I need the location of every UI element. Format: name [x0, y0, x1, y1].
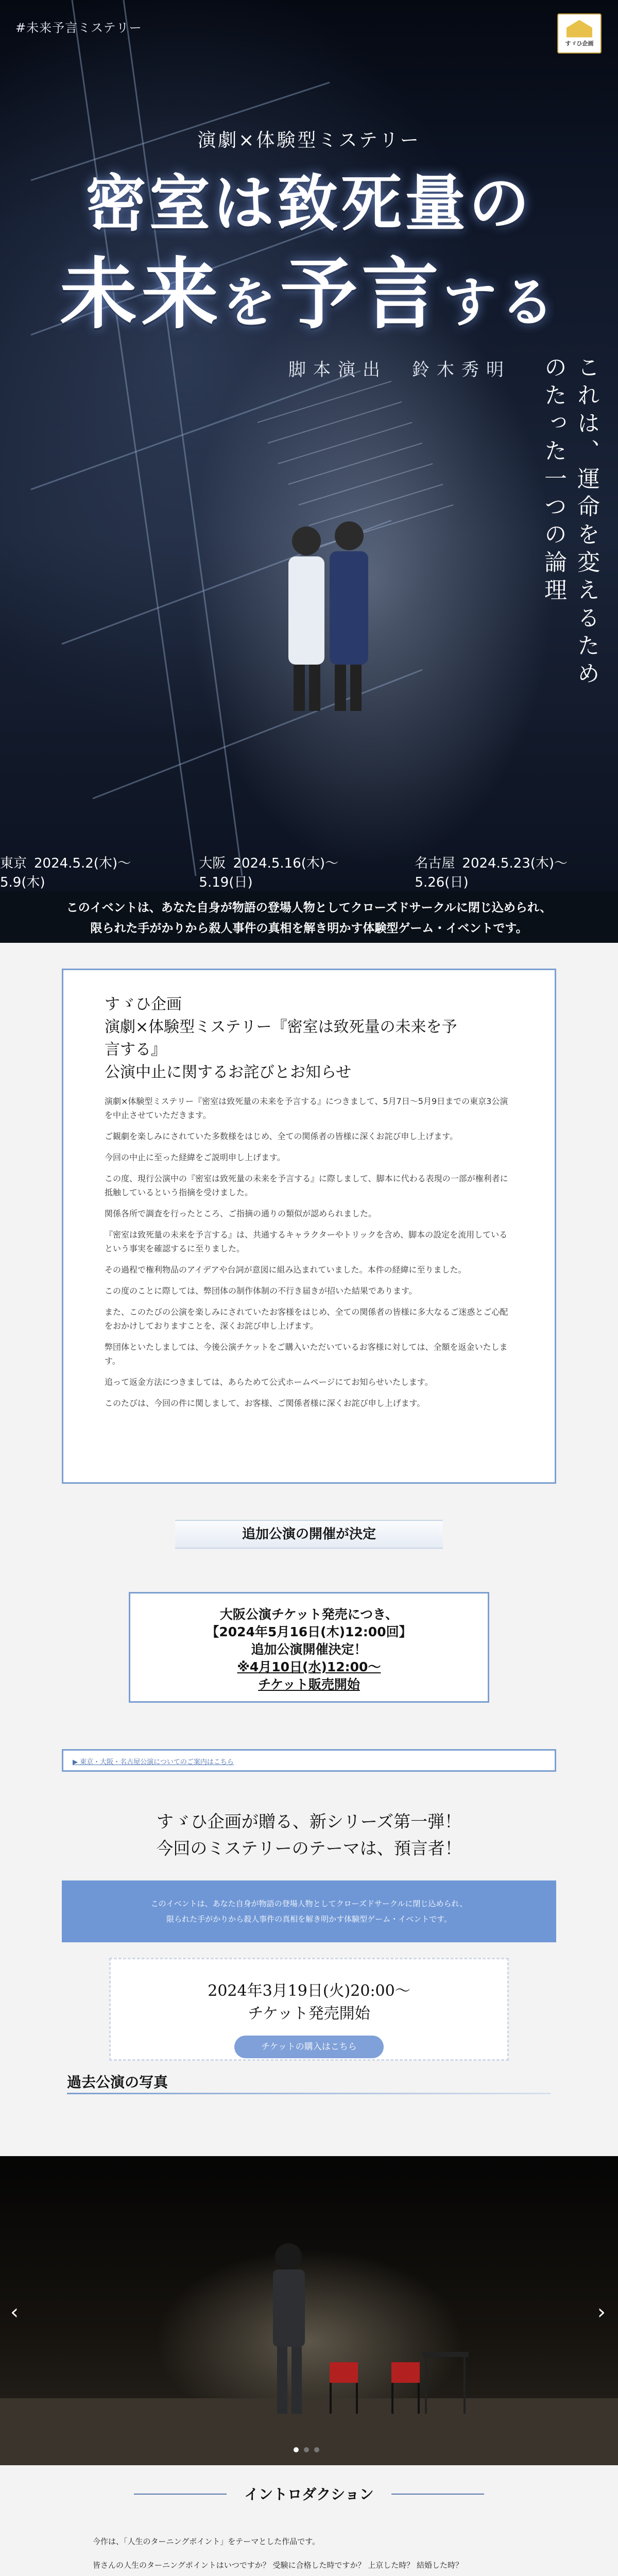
hero-director: 脚本演出 鈴木秀明	[288, 360, 511, 380]
intro-paragraph: 皆さんの人生のターニングポイントはいつですか？ 受験に合格した時ですか？ 上京した時？ 結婚した時？	[93, 2561, 464, 2570]
apology-paragraph: 『密室は致死量の未来を予言する』は、共通するキャラクターやトリックを含め、脚本の設定を流用しているという事実を確認するに至りました。	[105, 1230, 508, 1253]
apology-notice	[62, 969, 556, 1484]
apology-paragraph: 演劇×体験型ミステリー『密室は致死量の未来を予言する』につきまして、5月7日〜5月9日までの東京3公演を中止させていただきます。	[105, 1096, 508, 1120]
apology-paragraph: この度のことに際しては、弊団体の制作体制の不行き届きが招いた結果であります。	[105, 1286, 417, 1296]
apology-paragraph: 追って返金方法につきましては、あらためて公式ホームページにてお知らせいたします。	[105, 1377, 433, 1387]
past-photo-carousel	[0, 2156, 618, 2465]
info-line1: このイベントは、あなた自身が物語の登場人物としてクローズドサークルに閉じ込められ、	[66, 901, 552, 914]
apology-paragraph: また、このたびの公演を楽しみにされていたお客様をはじめ、全ての関係者の皆様に多大なるご迷惑とご心配をおかけしておりますことを、深くお詫び申し上げます。	[105, 1307, 508, 1331]
performance-dates	[0, 853, 618, 891]
intro-paragraph: 今作は、「人生のターニングポイント」をテーマとした作品です。	[93, 2537, 320, 2546]
apology-paragraph: 弊団体といたしましては、今後公演チケットをご購入いただいているお客様に対しては、全額を返金いたします。	[105, 1342, 508, 1366]
release-label: チケット発売開始	[248, 2005, 370, 2023]
additional-title: 追加公演の開催が決定	[175, 1520, 443, 1549]
carousel-next-icon[interactable]: ›	[597, 2300, 606, 2324]
info-line2: 限られた手がかりから殺人事件の真相を解き明かす体験型ゲーム・イベントです。	[90, 921, 528, 935]
hero-info-band	[0, 891, 618, 943]
figure-right	[330, 551, 368, 665]
event-description-band: このイベントは、あなた自身が物語の登場人物としてクローズドサークルに閉じ込められ、 限られた手がかりから殺人事件の真相を解き明かす体験型ゲーム・イベントです。	[62, 1880, 556, 1942]
carousel-prev-icon[interactable]: ‹	[10, 2300, 19, 2324]
past-photos-underline	[67, 2093, 551, 2094]
additional-ticket-box: 大阪公演チケット発売につき、 【2024年5月16日(木)12:00回】 追加公演開催決定！ ※4月10日(水)12:00〜 チケット販売開始	[129, 1592, 489, 1703]
carousel-dot[interactable]	[304, 2447, 309, 2452]
past-photos-title: 過去公演の写真	[67, 2074, 168, 2091]
apology-paragraph: この度、現行公演中の『密室は致死量の未来を予言する』に際しまして、脚本に代わる表現の一部が権利者に抵触しているという指摘を受けました。	[105, 1174, 508, 1197]
figure-left	[288, 556, 324, 665]
hero-title-line2	[0, 232, 618, 343]
house-icon	[566, 20, 592, 38]
carousel-dot[interactable]	[314, 2447, 319, 2452]
site-logo[interactable]	[557, 13, 602, 54]
apology-paragraph: 今回の中止に至った経緯をご説明申し上げます。	[105, 1153, 285, 1162]
notice-link[interactable]: ▶ 東京・大阪・名古屋公演についてのご案内はこちら	[62, 1749, 556, 1772]
hero-section	[0, 0, 618, 891]
apology-paragraph: ご観劇を楽しみにされていた多数様をはじめ、全ての関係者の皆様に深くお詫び申し上げます。	[105, 1131, 458, 1141]
hero-hashtag: #未来予言ミステリー	[15, 21, 142, 35]
new-series-heading: すゞひ企画が贈る、新シリーズ第一弾！ 今回のミステリーのテーマは、預言者！	[156, 1811, 462, 1858]
ticket-release-box	[109, 1958, 509, 2061]
date-osaka: 大阪 2024.5.16(木)〜5.19(日)	[199, 856, 339, 890]
logo-label: すゞひ企画	[565, 40, 594, 47]
intro-title: イントロダクション	[244, 2486, 374, 2503]
carousel-dots[interactable]	[294, 2447, 319, 2452]
hero-vertical-copy: これは、運命を変えるためのたった一つの論理	[540, 355, 599, 689]
apology-title: すゞひ企画 演劇×体験型ミステリー『密室は致死量の未来を予 言する』 公演中止に関するお詫びとお知らせ	[105, 995, 457, 1081]
date-nagoya: 名古屋 2024.5.23(木)〜5.26(日)	[415, 856, 568, 890]
apology-paragraph: このたびは、今回の件に関しまして、お客様、ご関係者様に深くお詫び申し上げます。	[105, 1398, 425, 1408]
hero-subtitle: 演劇×体験型ミステリー	[197, 130, 421, 151]
release-date: 2024年3月19日(火)20:00〜	[208, 1982, 410, 2000]
title-word-suru: する	[443, 270, 559, 334]
date-tokyo: 東京 2024.5.2(木)〜5.9(木)	[0, 856, 131, 890]
title-word-wo: を	[222, 270, 280, 334]
intro-body	[93, 2535, 525, 2576]
apology-paragraph: 関係各所で調査を行ったところ、ご指摘の通りの類似が認められました。	[105, 1209, 377, 1218]
buy-ticket-button[interactable]: チケットの購入はこちら	[234, 2036, 384, 2058]
stage-photo	[0, 2156, 618, 2465]
title-word-yogen: 予言	[280, 249, 443, 340]
hero-title-line1: 密室は致死量の	[85, 167, 533, 239]
title-word-mirai: 未来	[59, 249, 222, 340]
carousel-dot[interactable]	[294, 2447, 299, 2452]
apology-paragraph: その過程で権利物品のアイデアや台詞が意図に組み込まれていました。本件の経緯に至りました。	[105, 1265, 467, 1275]
